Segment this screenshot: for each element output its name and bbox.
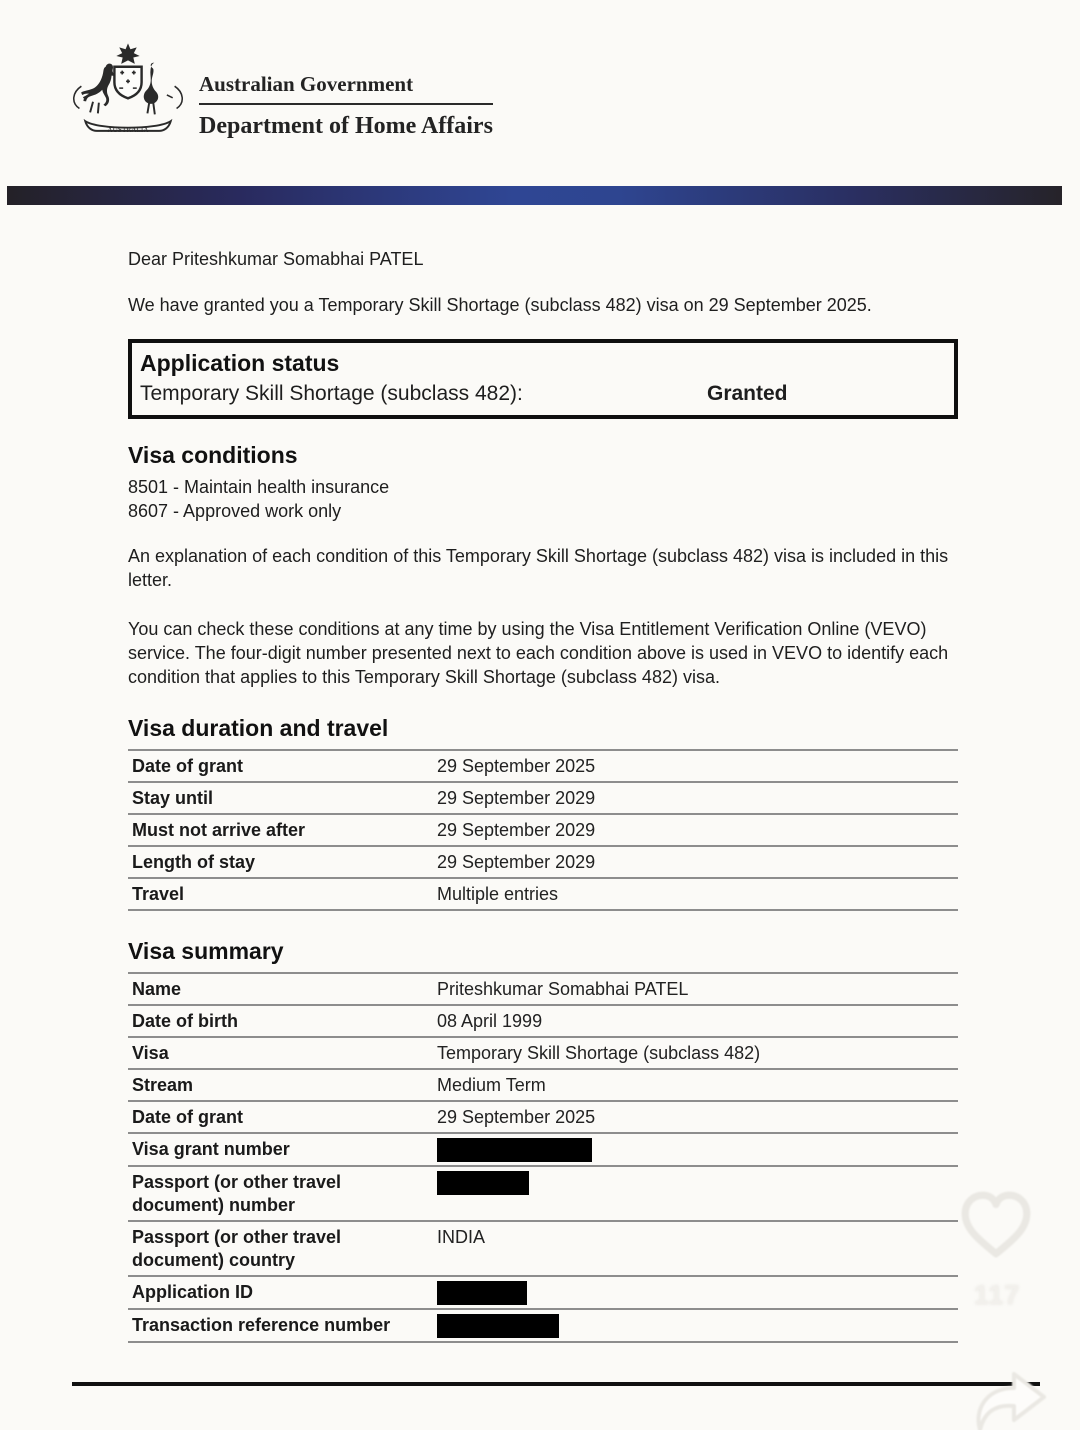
visa-summary-table — [128, 972, 958, 1343]
row-value — [437, 1171, 958, 1195]
row-value — [437, 1314, 958, 1338]
row-value: 29 September 2025 — [437, 756, 596, 776]
table-row — [128, 1070, 958, 1102]
row-value — [437, 1138, 958, 1162]
application-status-visa-label: Temporary Skill Shortage (subclass 482): — [140, 382, 523, 405]
row-value: INDIA — [437, 1227, 486, 1247]
row-label: Date of birth — [132, 1011, 238, 1031]
conditions-explanation-paragraph: An explanation of each condition of this Temporary Skill Shortage (subclass 482) visa is included in this letter. — [128, 546, 949, 590]
application-status-row — [140, 379, 946, 409]
row-label: Transaction reference number — [132, 1315, 391, 1335]
footer-rule — [72, 1382, 1040, 1386]
row-value: 29 September 2029 — [437, 852, 596, 872]
row-value: 29 September 2029 — [437, 788, 596, 808]
visa-conditions-list — [128, 475, 958, 523]
row-value: 29 September 2029 — [437, 820, 596, 840]
table-row — [128, 783, 958, 815]
row-label: Stream — [132, 1075, 194, 1095]
visa-conditions-heading: Visa conditions — [128, 442, 298, 468]
row-value — [437, 1281, 958, 1305]
like-count: 117 — [973, 1280, 1021, 1310]
row-label: Visa — [132, 1043, 169, 1063]
row-label: Date of grant — [132, 756, 244, 776]
header-titles — [199, 72, 493, 140]
header-gradient-bar — [7, 186, 1062, 205]
row-label: Stay until — [132, 788, 214, 808]
government-title: Australian Government — [199, 72, 493, 105]
visa-condition-item: 8501 - Maintain health insurance — [128, 477, 390, 497]
row-value: 29 September 2025 — [437, 1107, 596, 1127]
row-label: Travel — [132, 884, 185, 904]
table-row — [128, 751, 958, 783]
table-row — [128, 879, 958, 911]
table-row — [128, 1134, 958, 1167]
table-row — [128, 1006, 958, 1038]
table-row — [128, 847, 958, 879]
row-label: Must not arrive after — [132, 820, 306, 840]
visa-duration-table — [128, 749, 958, 911]
row-value: 08 April 1999 — [437, 1011, 543, 1031]
row-label: Passport (or other travel document) number — [132, 1172, 342, 1215]
visa-duration-heading: Visa duration and travel — [128, 715, 389, 741]
redaction-box — [437, 1171, 529, 1195]
visa-summary-heading: Visa summary — [128, 938, 284, 964]
share-arrow-icon[interactable] — [966, 1372, 1054, 1430]
row-label: Visa grant number — [132, 1139, 290, 1159]
redaction-box — [437, 1281, 527, 1305]
application-status-value: Granted — [707, 382, 788, 405]
department-title: Department of Home Affairs — [199, 113, 493, 139]
row-label: Date of grant — [132, 1107, 244, 1127]
table-row — [128, 1310, 958, 1343]
application-status-box — [128, 339, 958, 419]
vevo-note-paragraph: You can check these conditions at any time by using the Visa Entitlement Verification Online (VEVO) service. The four-digit number presented next to each condition above is used in VEVO to identify each condition that applies to this Temporary Skill Shortage (subclass 482) visa. — [128, 619, 949, 687]
table-row — [128, 815, 958, 847]
visa-condition-item: 8607 - Approved work only — [128, 501, 342, 521]
like-heart-icon[interactable] — [957, 1186, 1035, 1264]
row-value: Temporary Skill Shortage (subclass 482) — [437, 1043, 761, 1063]
row-label: Application ID — [132, 1282, 253, 1302]
row-label: Passport (or other travel document) country — [132, 1227, 342, 1270]
table-row — [128, 1222, 958, 1277]
letter-content — [128, 248, 958, 1343]
table-row — [128, 974, 958, 1006]
crest-banner-text: AUSTRALIA — [107, 125, 149, 134]
row-value: Priteshkumar Somabhai PATEL — [437, 979, 689, 999]
row-value: Multiple entries — [437, 884, 559, 904]
table-row — [128, 1167, 958, 1222]
australian-coat-of-arms-icon — [60, 40, 196, 144]
salutation: Dear Priteshkumar Somabhai PATEL — [128, 249, 424, 269]
application-status-title: Application status — [140, 350, 340, 376]
table-row — [128, 1277, 958, 1310]
redaction-box — [437, 1314, 559, 1338]
redaction-box — [437, 1138, 592, 1162]
row-label: Length of stay — [132, 852, 256, 872]
intro-paragraph: We have granted you a Temporary Skill Shortage (subclass 482) visa on 29 September 2025. — [128, 295, 872, 315]
row-label: Name — [132, 979, 182, 999]
table-row — [128, 1102, 958, 1134]
row-value: Medium Term — [437, 1075, 546, 1095]
table-row — [128, 1038, 958, 1070]
